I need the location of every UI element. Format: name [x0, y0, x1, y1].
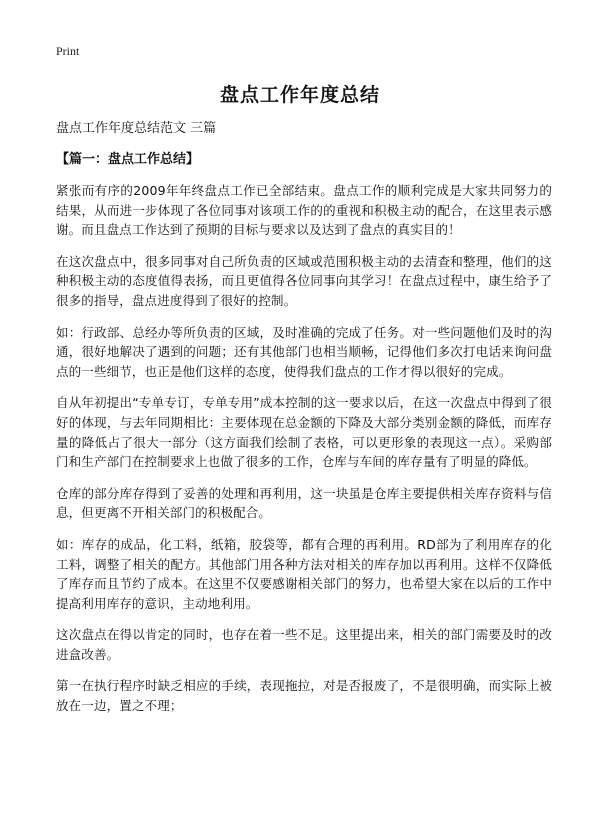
document-body	[56, 119, 552, 728]
paragraph: 第一在执行程序时缺乏相应的手续，表现拖拉，对是否报废了，不是很明确，而实际上被放在一边，置之不理；	[56, 678, 552, 714]
print-link[interactable]: Print	[56, 44, 80, 58]
paragraph: 仓库的部分库存得到了妥善的处理和再利用，这一块虽是仓库主要提供相关库存资料与信息，但更离不开相关部门的积极配合。	[56, 485, 552, 521]
document-title: 盘点工作年度总结	[219, 84, 380, 106]
paragraph: 自从年初提出“专单专订，专单专用”成本控制的这一要求以后，在这一次盘点中得到了很好的体现，与去年同期相比：主要体现在总金额的下降及大部分类别金额的降低，而库存量的降低占了很大一部分（这方面我们绘制了表格，可以更形象的表现这一点）。采购部门和生产部门在控制要求上也做了很多的工作，仓库与车间的库存量有了明显的降低。	[56, 395, 552, 470]
section-heading: 【篇一：盘点工作总结】	[56, 152, 200, 167]
document-subtitle: 盘点工作年度总结范文 三篇	[56, 121, 217, 136]
paragraph: 紧张而有序的2009年年终盘点工作已全部结束。盘点工作的顺利完成是大家共同努力的结果，从而进一步体现了各位同事对该项工作的的重视和积极主动的配合，在这里表示感谢。而且盘点工作达到了预期的目标与要求以及达到了盘点的真实目的！	[56, 183, 552, 238]
paragraph: 在这次盘点中，很多同事对自己所负责的区域或范围积极主动的去清查和整理，他们的这种积极主动的态度值得表扬，而且更值得各位同事向其学习！在盘点过程中，康生给予了很多的指导，盘点进度得到了很好的控制。	[56, 253, 552, 308]
paragraph: 这次盘点在得以肯定的同时，也存在着一些不足。这里提出来，相关的部门需要及时的改进盒改善。	[56, 627, 552, 662]
paragraph: 如：库存的成品，化工料，纸箱，胶袋等，都有合理的再利用。RD部为了利用库存的化工料，调整了相关的配方。其他部门用各种方法对相关的库存加以再利用。这样不仅降低了库存而且节约了成本。在这里不仅要感谢相关部门的努力，也希望大家在以后的工作中提高利用库存的意识，主动地利用。	[56, 536, 552, 611]
paragraph: 如：行政部、总经办等所负责的区域，及时准确的完成了任务。对一些问题他们及时的沟通，很好地解决了遇到的问题；还有其他部门也相当顺畅，记得他们多次打电话来询问盘点的一些细节，也正是他们这样的态度，使得我们盘点的工作才得以很好的完成。	[56, 324, 552, 379]
